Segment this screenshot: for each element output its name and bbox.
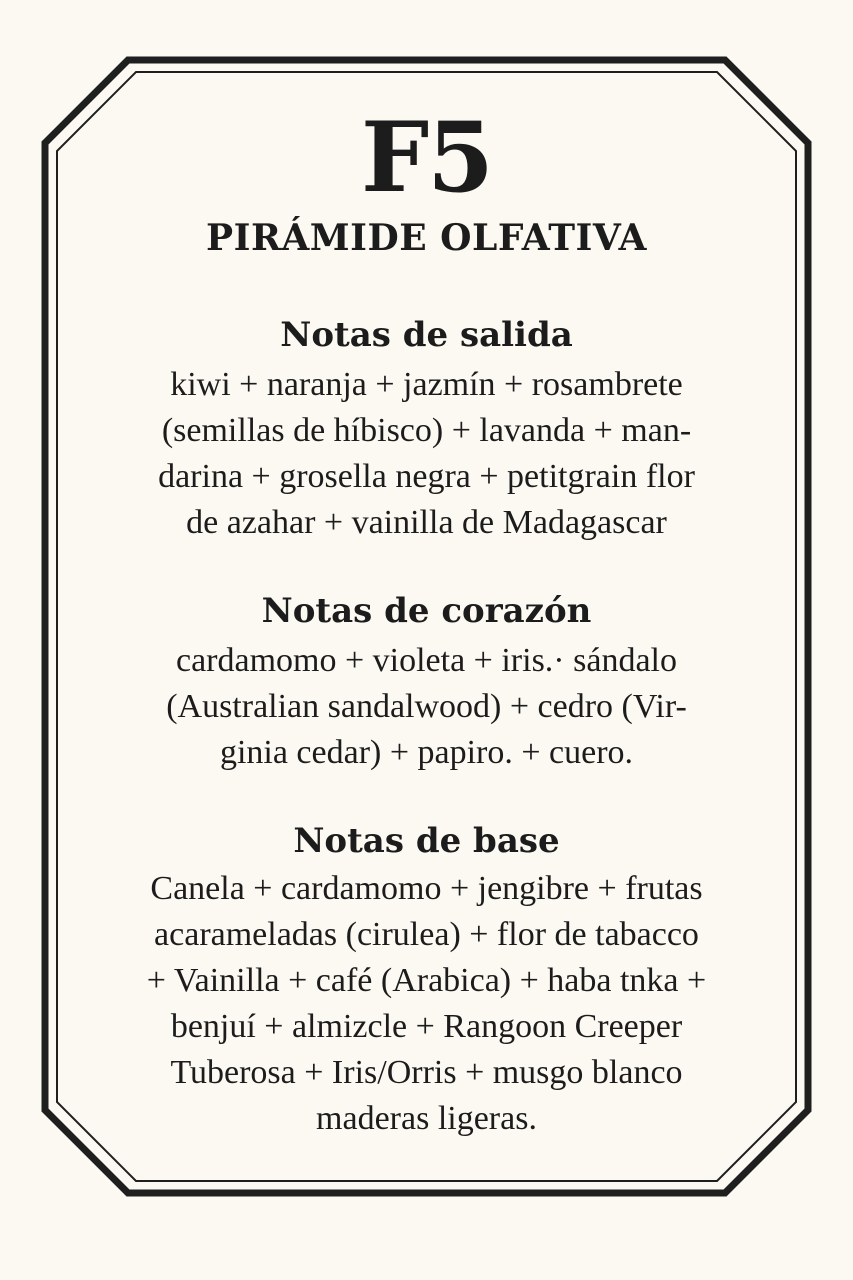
section-heart-notes bbox=[80, 590, 773, 776]
page-title: F5 bbox=[361, 101, 492, 214]
section-heading: Notas de salida bbox=[280, 315, 573, 355]
notes-line: cardamomo + violeta + iris.· sándalo bbox=[176, 642, 677, 679]
notes-line: benjuí + almizcle + Rangoon Creeper bbox=[170, 1008, 683, 1045]
card-content bbox=[80, 100, 773, 1137]
notes-line: acarameladas (cirulea) + flor de tabacco bbox=[154, 916, 699, 953]
page-subtitle: PIRÁMIDE OLFATIVA bbox=[206, 217, 647, 259]
notes-line: darina + grosella negra + petitgrain flor bbox=[158, 458, 695, 495]
notes-line: kiwi + naranja + jazmín + rosambrete bbox=[170, 366, 683, 403]
notes-line: Tuberosa + Iris/Orris + musgo blanco bbox=[170, 1054, 683, 1091]
notes-line: Canela + cardamomo + jengibre + frutas bbox=[150, 870, 703, 907]
notes-line: (semillas de híbisco) + lavanda + man- bbox=[161, 412, 692, 449]
notes-line: de azahar + vainilla de Madagascar bbox=[186, 504, 667, 541]
notes-line: + Vainilla + café (Arabica) + haba tnka + bbox=[146, 962, 707, 999]
section-top-notes bbox=[80, 314, 773, 546]
notes-line: (Australian sandalwood) + cedro (Vir- bbox=[166, 688, 687, 725]
notes-line: ginia cedar) + papiro. + cuero. bbox=[219, 734, 634, 771]
section-heading: Notas de base bbox=[293, 821, 560, 861]
section-base-notes bbox=[80, 820, 773, 1142]
section-heading: Notas de corazón bbox=[261, 591, 592, 631]
notes-line: maderas ligeras. bbox=[316, 1100, 537, 1137]
